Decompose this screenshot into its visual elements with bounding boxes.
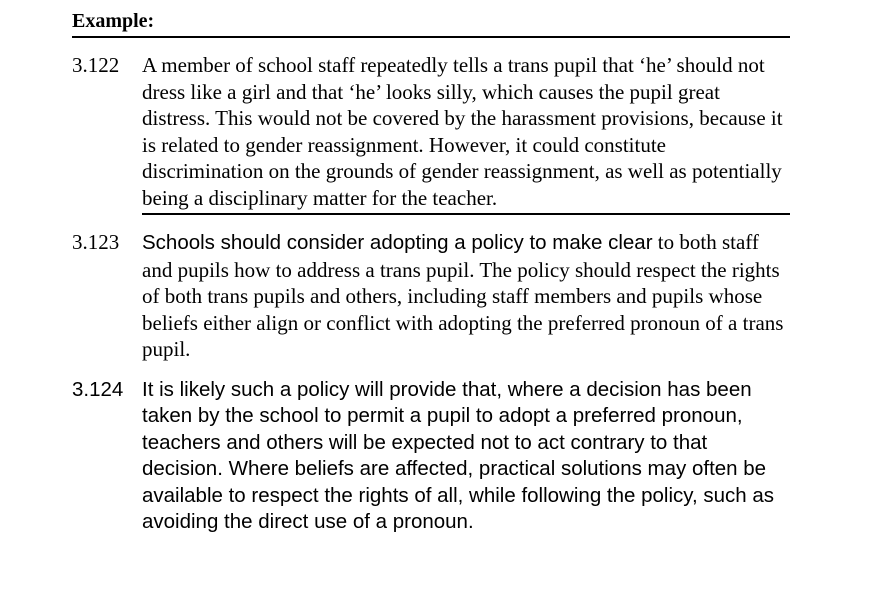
paragraph-3-124	[72, 377, 790, 536]
paragraph-number: 3.123	[72, 230, 120, 254]
paragraph-number: 3.122	[72, 53, 120, 77]
paragraph-3-122	[72, 52, 790, 215]
paragraph-number: 3.124	[72, 377, 124, 401]
paragraph-3-123	[72, 229, 790, 363]
paragraph-text-serif: to both staff and pupils how to address a trans pupil. The policy should respect the rights of both trans pupils and others, including staff members and pupils whose beliefs either align or conflict with adopting the preferred pronoun of a trans pupil.	[142, 230, 784, 361]
paragraph-text: It is likely such a policy will provide that, where a decision has been taken by the school to permit a pupil to adopt a preferred pronoun, teachers and others will be expected not to act contrary to that decision. Where beliefs are affected, practical solutions may often be available to respect the rights of all, while following the policy, such as avoiding the direct use of a pronoun.	[142, 377, 775, 533]
paragraph-text-sans: Schools should consider adopting a policy to make clear	[142, 231, 653, 254]
document-page	[72, 8, 790, 536]
paragraph-text: A member of school staff repeatedly tells a trans pupil that ‘he’ should not dress like a girl and that ‘he’ looks silly, which causes the pupil great distress. This would not be covered by the harassment provisions, because it is related to gender reassignment. However, it could constitute discrimination on the grounds of gender reassignment, as well as potentially being a disciplinary matter for the teacher.	[142, 53, 783, 210]
example-heading: Example:	[72, 8, 790, 38]
